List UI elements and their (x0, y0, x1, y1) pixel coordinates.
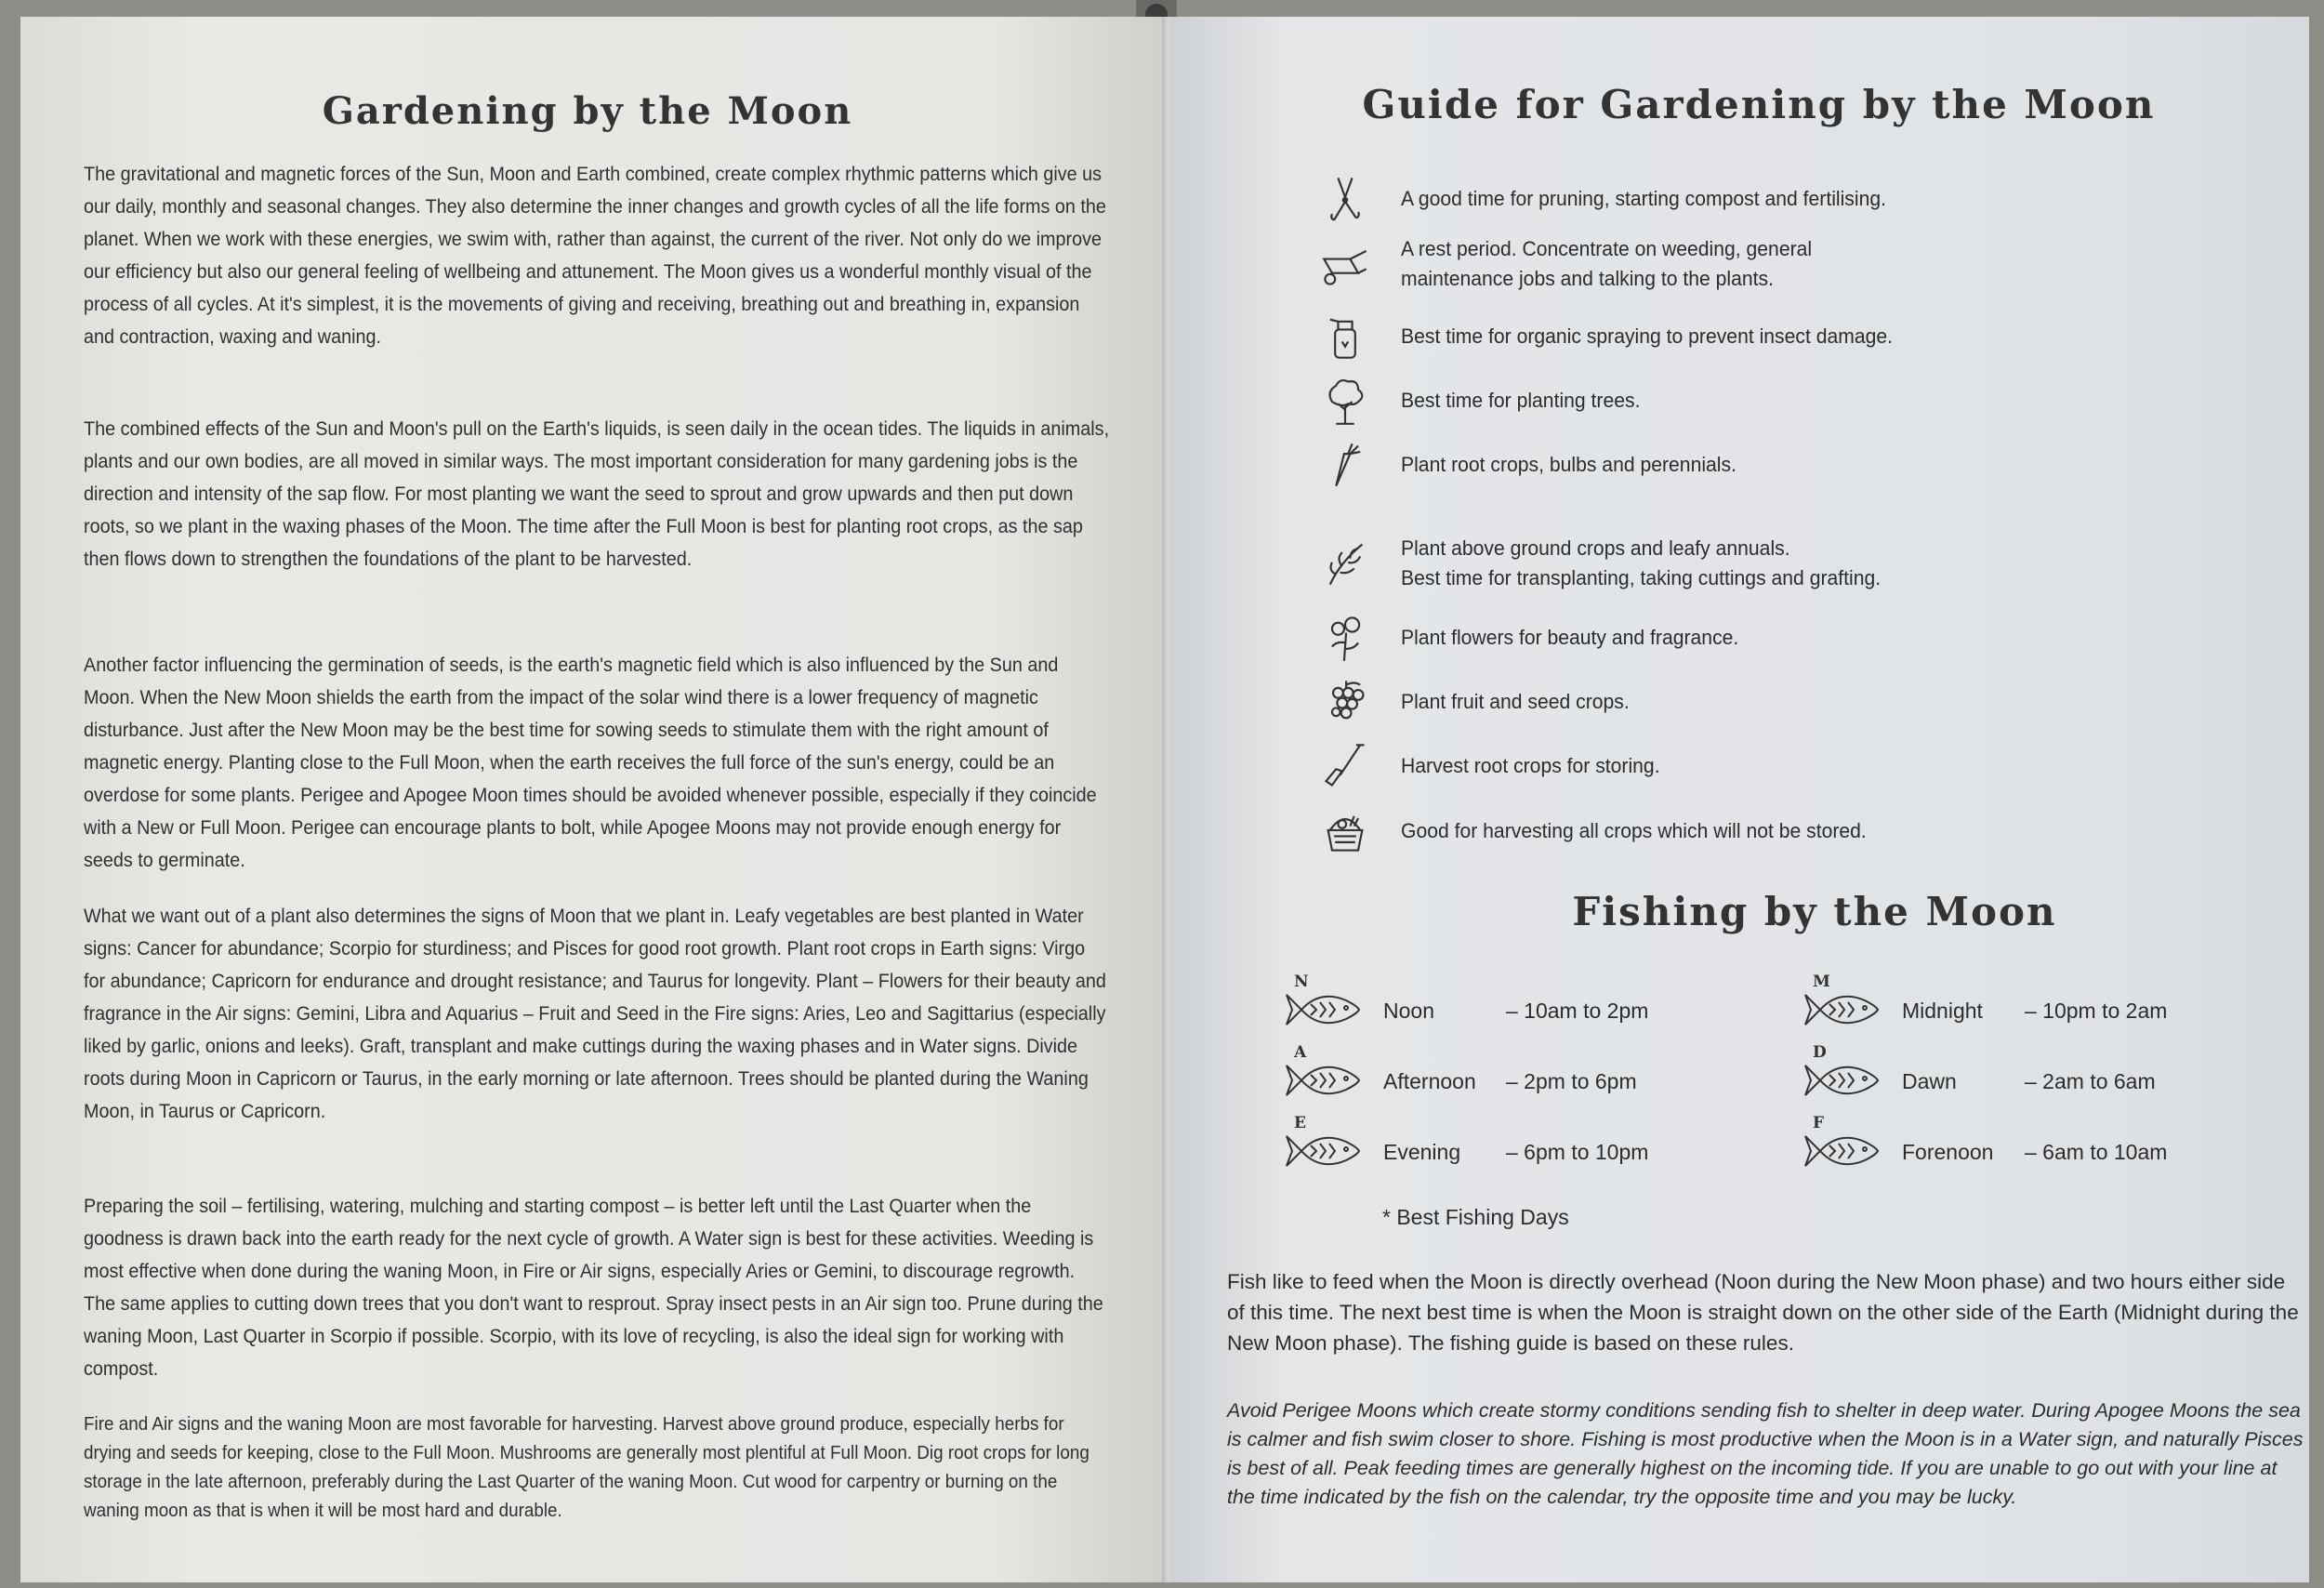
best-fishing-days-note: * Best Fishing Days (1382, 1205, 1569, 1229)
carrot-icon (1317, 437, 1373, 493)
guide-text-line: Good for harvesting all crops which will not be stored. (1401, 819, 1867, 842)
fishing-item-afternoon (1283, 1043, 1748, 1105)
flower-icon (1317, 610, 1373, 666)
paragraph-moon-signs: What we want out of a plant also determines the signs of Moon that we plant in. Leafy vegetables are best planted in Water signs: Cancer for abundance; Scorpio for sturdiness; and Pisces for good root growth. Plant root crops in Earth signs: Virgo for abundance; Capricorn for endurance and drought resistance; and Taurus for longevity. Plant – Flowers for their beauty and fragrance in the Air signs: Gemini, Libra and Aquarius – Fruit and Seed in the Fire signs: Aries, Leo and Sagittarius (especially liked by garlic, onions and leeks). Graft, transplant and make cuttings during the waxing phases and in Water signs. Divide roots during Moon in Capricorn or Taurus, in the early morning or late afternoon. Trees should be planted during the Waning Moon, in Taurus or Capricorn. (84, 905, 1106, 1122)
guide-text-line: Plant flowers for beauty and fragrance. (1401, 626, 1739, 649)
fishing-item-forenoon (1802, 1114, 2266, 1175)
paragraph-sap-flow: The combined effects of the Sun and Moon's pull on the Earth's liquids, is seen daily in the ocean tides. The liquids in animals, plants and our own bodies, are all moved in similar ways. The most important consideration for many gardening jobs is the direction and intensity of the sap flow. For most planting we want the seed to sprout and grow upwards and then put down roots, so we plant in the waxing phases of the Moon. The time after the Full Moon is best for planting root crops, as the sap then flows down to strengthen the foundations of the plant to be harvested. (84, 417, 1110, 570)
fishing-item-dawn (1802, 1043, 2266, 1105)
fish-letter: F (1813, 1114, 1825, 1132)
guide-text-line: Best time for organic spraying to prevent insect damage. (1401, 324, 1894, 348)
fishing-paragraph-perigee: Avoid Perigee Moons which create stormy conditions sending fish to shelter in deep water. During Apogee Moons the sea is calmer and fish swim closer to shore. Fishing is most productive when the Moon is in a Water sign, and naturally Pisces is best of all. Peak feeding times are generally highest on the incoming tide. If you are unable to go out with your line at the time indicated by the fish on the calendar, try the opposite time and you may be lucky. (1227, 1399, 2304, 1508)
guide-row-above-ground (1317, 536, 1911, 591)
fishing-item-midnight (1802, 973, 2266, 1034)
pruning-shears-icon (1317, 171, 1373, 227)
spray-bottle-icon (1317, 309, 1373, 364)
paragraph-magnetic-field: Another factor influencing the germination of seeds, is the earth's magnetic field which is also influenced by the Sun and Moon. When the New Moon shields the earth from the impact of the solar wind there is a lower frequency of magnetic disturbance. Just after the New Moon may be the best time for sowing seeds to stimulate them with the right amount of magnetic energy. Planting close to the Full Moon, when the earth receives the full force of the sun's energy, could be an overdose for some plants. Perigee and Apogee Moon times should be avoided whenever possible, especially if they coincide with a New or Full Moon. Perigee can encourage plants to bolt, while Apogee Moons may not provide enough energy for seeds to germinate. (84, 654, 1097, 871)
guide-row-spraying (1317, 309, 1924, 364)
fishing-item-evening (1283, 1114, 1748, 1175)
wheelbarrow-icon (1317, 236, 1373, 292)
fishing-label: Forenoon (1902, 1140, 1994, 1164)
fish-icon (1802, 1129, 1883, 1173)
guide-title: Guide for Gardening by the Moon (1362, 82, 2156, 127)
fishing-time: – 6am to 10am (2025, 1140, 2168, 1164)
guide-row-rest (1317, 236, 1838, 292)
fishing-time: – 2pm to 6pm (1506, 1069, 1637, 1093)
guide-row-harvest-storing (1317, 738, 1676, 794)
spade-icon (1317, 738, 1373, 794)
fish-icon (1283, 1058, 1365, 1103)
fishing-time: – 6pm to 10pm (1506, 1140, 1649, 1164)
tree-icon (1317, 373, 1373, 429)
guide-text-line: Harvest root crops for storing. (1401, 754, 1660, 777)
fishing-time: – 2am to 6am (2025, 1069, 2156, 1093)
left-page (20, 17, 1164, 1582)
guide-text-line: Plant root crops, bulbs and perennials. (1401, 453, 1736, 476)
guide-row-pruning (1317, 171, 1917, 227)
fish-letter: A (1294, 1043, 1307, 1062)
guide-text-line: maintenance jobs and talking to the plants. (1401, 267, 1774, 290)
guide-row-harvest-all (1317, 803, 1896, 859)
guide-text-line: A rest period. Concentrate on weeding, general (1401, 237, 1813, 260)
fish-icon (1283, 987, 1365, 1032)
guide-text-line: A good time for pruning, starting compost and fertilising. (1401, 187, 1886, 210)
paragraph-gravitational-forces: The gravitational and magnetic forces of the Sun, Moon and Earth combined, create complex rhythmic patterns which give us our daily, monthly and seasonal changes. They also determine the inner changes and growth cycles of all the life forms on the planet. When we work with these energies, we swim with, rather than against, the current of the river. Not only do we improve our efficiency but also our general feeling of wellbeing and attunement. The Moon gives us a wonderful monthly visual of the process of all cycles. At it's simplest, it is the movements of giving and receiving, breathing out and breathing in, expansion and contraction, waxing and waning. (84, 163, 1106, 348)
fish-letter: N (1294, 973, 1309, 991)
fishing-item-noon (1283, 973, 1748, 1034)
fishing-label: Midnight (1902, 999, 1983, 1023)
guide-text-line: Best time for planting trees. (1401, 389, 1641, 412)
guide-text-line: Plant fruit and seed crops. (1401, 690, 1630, 713)
fishing-paragraph-feeding: Fish like to feed when the Moon is directly overhead (Noon during the New Moon phase) and two hours either side of this time. The next best time is when the Moon is straight down on the other side of the Earth (Midnight during the New Moon phase). The fishing guide is based on these rules. (1227, 1270, 2299, 1355)
guide-text-line: Plant above ground crops and leafy annuals. (1401, 536, 1790, 560)
paragraph-harvesting: Fire and Air signs and the waning Moon are most favorable for harvesting. Harvest above ground produce, especially herbs for drying and seeds for keeping, close to the Full Moon. Mushrooms are generally most plentiful at Full Moon. Dig root crops for long storage in the late afternoon, preferably during the Last Quarter of the waning Moon. Cut wood for carpentry or burning on the waning moon as that is when it will be most hard and durable. (84, 1413, 1089, 1521)
fish-icon (1802, 1058, 1883, 1103)
fishing-title: Fishing by the Moon (1572, 889, 2057, 934)
right-page (1173, 17, 2309, 1582)
fish-letter: E (1294, 1114, 1306, 1132)
fish-letter: M (1813, 973, 1830, 991)
paragraph-preparing-soil: Preparing the soil – fertilising, watering, mulching and starting compost – is better left until the Last Quarter when the goodness is drawn back into the earth ready for the next cycle of growth. A Water sign is best for these activities. Weeding is most effective when done during the waning Moon, in Fire or Air signs, especially Aries or Gemini, to discourage regrowth. The same applies to cutting down trees that you don't want to resprout. Spray insect pests in an Air sign too. Prune during the waning Moon, Last Quarter in Scorpio if possible. Scorpio, with its love of recycling, is also the ideal sign for working with compost. (84, 1195, 1103, 1380)
fishing-label: Dawn (1902, 1069, 1957, 1093)
fish-letter: D (1813, 1043, 1827, 1062)
guide-row-fruit (1317, 674, 1644, 730)
fishing-time: – 10pm to 2am (2025, 999, 2168, 1023)
fish-icon (1283, 1129, 1365, 1173)
fish-icon (1802, 987, 1883, 1032)
leafy-plant-icon (1317, 536, 1373, 591)
fishing-label: Afternoon (1383, 1069, 1476, 1093)
fishing-label: Evening (1383, 1140, 1461, 1164)
guide-row-trees (1317, 373, 1656, 429)
fishing-label: Noon (1383, 999, 1434, 1023)
guide-row-root-crops (1317, 437, 1758, 493)
page-title: Gardening by the Moon (322, 89, 853, 133)
grapes-icon (1317, 674, 1373, 730)
guide-text-line: Best time for transplanting, taking cuttings and grafting. (1401, 566, 1882, 589)
guide-row-flowers (1317, 610, 1760, 666)
harvest-basket-icon (1317, 803, 1373, 859)
fishing-time: – 10am to 2pm (1506, 999, 1649, 1023)
